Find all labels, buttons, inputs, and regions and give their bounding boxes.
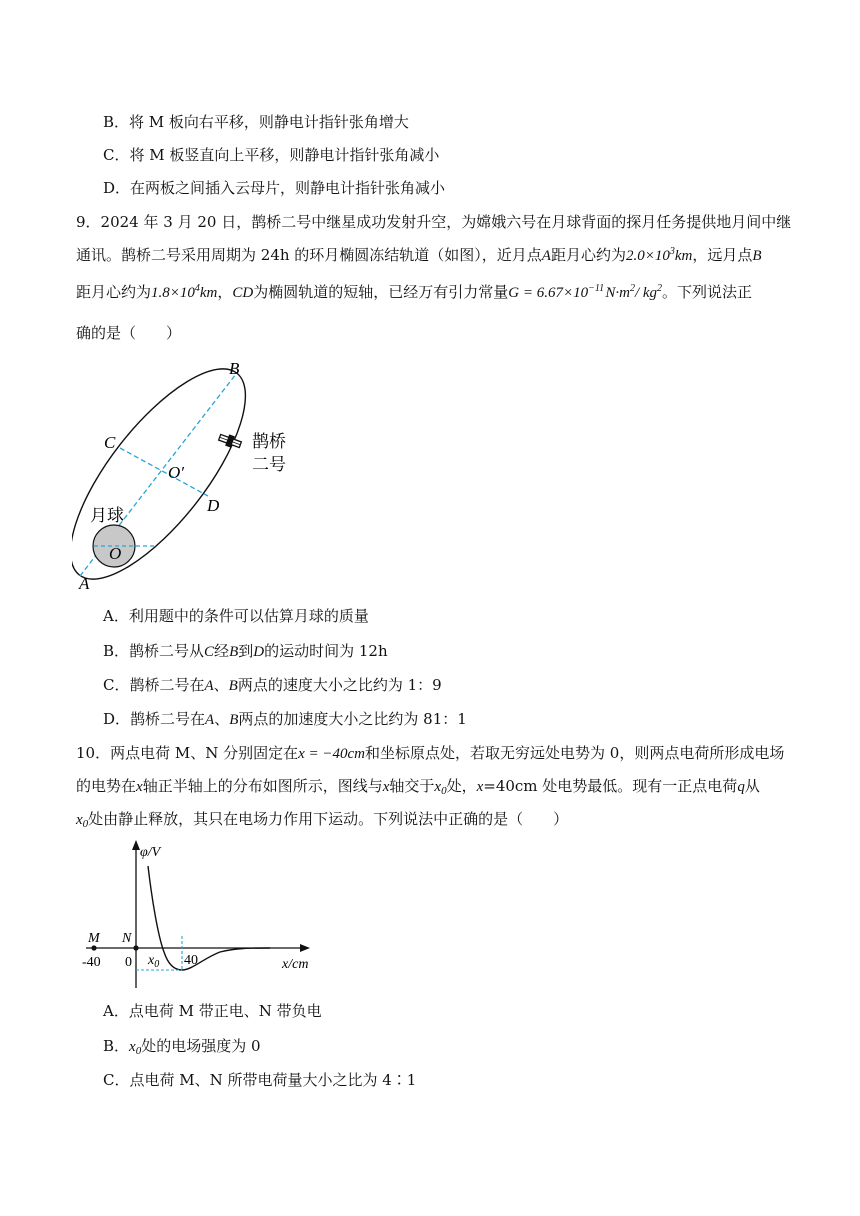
q9-stem-line1: 9．2024 年 3 月 20 日，鹊桥二号中继星成功发射升空，为嫦娥六号在月球背面的探月任务提供地月间中继 bbox=[76, 213, 792, 231]
y-axis-label: φ/V bbox=[140, 845, 161, 860]
q8-option-c: C．将 M 板竖直向上平移，则静电计指针张角减小 bbox=[103, 146, 440, 164]
label-n: N bbox=[122, 931, 132, 946]
tick-x0: $x_0$ bbox=[148, 953, 160, 970]
q10-stem-line1: 10．两点电荷 M、N 分别固定在x = −40cm和坐标原点处，若取无穷远处电势为 0，则两点电荷所形成电场 bbox=[76, 744, 785, 762]
q9-stem-line3: 距月心约为$1.8\times 10^4km$，CD为椭圆轨道的短轴，已经万有引力常量$G = 6.67\times 10^{-11}$ $N\cdot m^2/$ $kg^2$。下列说法正 bbox=[76, 283, 753, 301]
q10-potential-graph bbox=[80, 840, 320, 990]
tick-0: 0 bbox=[125, 955, 132, 970]
label-c: C bbox=[104, 433, 116, 452]
label-d: D bbox=[207, 496, 220, 515]
q8-option-d: D．在两板之间插入云母片，则静电计指针张角减小 bbox=[103, 179, 446, 197]
q8-option-b: B．将 M 板向右平移，则静电计指针张角增大 bbox=[103, 113, 409, 131]
label-m: M bbox=[88, 931, 100, 946]
satellite-icon bbox=[218, 432, 243, 451]
label-o-prime: O′ bbox=[168, 463, 184, 482]
sat-label-2: 二号 bbox=[252, 455, 286, 475]
q9-option-c: C．鹊桥二号在A、B两点的速度大小之比约为 1：9 bbox=[103, 676, 442, 694]
q10-option-c: C．点电荷 M、N 所带电荷量大小之比为 4∶1 bbox=[103, 1071, 417, 1089]
q10-stem-line2: 的电势在x轴正半轴上的分布如图所示，图线与x轴交于$x_0$处，x=40cm 处电势最低。现有一正点电荷q从 bbox=[76, 777, 760, 797]
q9-stem-line2: 通讯。鹊桥二号采用周期为 24h 的环月椭圆冻结轨道（如图），近月点A距月心约为$2.0\times 10^3km$，远月点B bbox=[76, 246, 762, 264]
q10-stem-line3: $x_0$处由静止释放，其只在电场力作用下运动。下列说法中正确的是（ ） bbox=[76, 810, 569, 830]
sat-label-1: 鹊桥 bbox=[252, 432, 286, 452]
label-b: B bbox=[229, 359, 240, 378]
q9-option-d: D．鹊桥二号在A、B两点的加速度大小之比约为 81：1 bbox=[103, 710, 467, 728]
label-o: O bbox=[109, 544, 122, 563]
q9-option-b: B．鹊桥二号从C经B到D的运动时间为 12h bbox=[103, 642, 388, 660]
potential-curve bbox=[148, 866, 270, 970]
tick-minus40: -40 bbox=[82, 955, 101, 970]
moon-label: 月球 bbox=[90, 506, 124, 526]
q9-stem-line4: 确的是（ ） bbox=[76, 324, 182, 342]
point-n bbox=[133, 945, 138, 950]
point-m bbox=[91, 945, 96, 950]
minor-axis bbox=[120, 448, 208, 496]
q9-option-a: A．利用题中的条件可以估算月球的质量 bbox=[103, 607, 369, 625]
q10-option-a: A．点电荷 M 带正电、N 带负电 bbox=[103, 1002, 322, 1020]
x-axis-label: x/cm bbox=[282, 957, 309, 972]
q10-option-b: B．$x_0$处的电场强度为 0 bbox=[103, 1037, 261, 1057]
label-a: A bbox=[79, 574, 90, 592]
q9-orbit-figure bbox=[72, 356, 312, 592]
tick-40: 40 bbox=[184, 953, 198, 968]
